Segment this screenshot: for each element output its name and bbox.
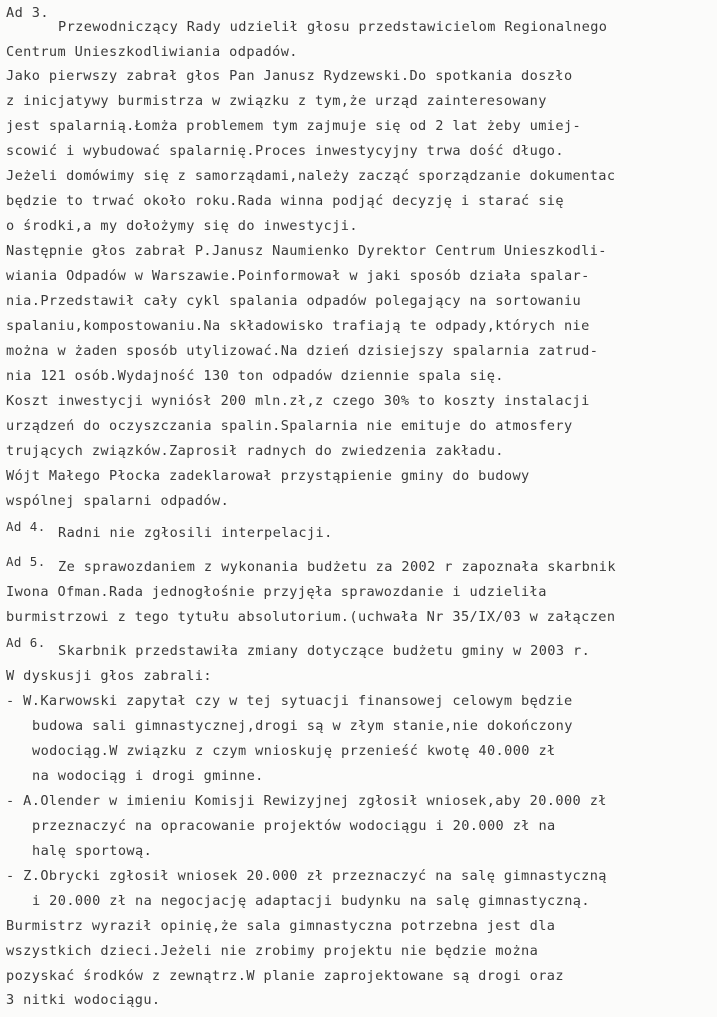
section-heading-ad-4: Ad 4.	[6, 519, 46, 534]
text-line: i 20.000 zł na negocjację adaptacji budynku na salę gimnastyczną.	[32, 893, 590, 909]
text-line: Przewodniczący Rady udzielił głosu przedstawicielom Regionalnego	[58, 19, 608, 35]
text-line: wszystkich dzieci.Jeżeli nie zrobimy projektu nie będzie można	[6, 943, 539, 959]
text-line: urządzeń do oczyszczania spalin.Spalarnia nie emituje do atmosfery	[6, 418, 573, 434]
text-line: z inicjatywy burmistrza w związku z tym,że urząd zainteresowany	[6, 93, 547, 109]
list-item: - A.Olender w imieniu Komisji Rewizyjnej zgłosił wniosek,aby 20.000 zł	[6, 793, 607, 809]
text-line: wiania Odpadów w Warszawie.Poinformował w jaki sposób działa spalar-	[6, 268, 590, 284]
text-line: Jeżeli domówimy się z samorządami,należy zacząć sporządzanie dokumentac	[6, 168, 616, 184]
text-line: Centrum Unieszkodliwiania odpadów.	[6, 44, 298, 60]
text-line: trujących związków.Zaprosił radnych do zwiedzenia zakładu.	[6, 443, 504, 459]
text-line: jest spalarnią.Łomża problemem tym zajmuje się od 2 lat żeby umiej-	[6, 118, 582, 134]
section-heading-ad-6: Ad 6.	[6, 635, 46, 650]
text-line: można w żaden sposób utylizować.Na dzień dzisiejszy spalarnia zatrud-	[6, 343, 599, 359]
list-item: - W.Karwowski zapytał czy w tej sytuacji finansowej celowym będzie	[6, 693, 573, 709]
text-line: halę sportową.	[32, 843, 153, 859]
section-heading-ad-3: Ad 3.	[6, 5, 49, 21]
text-line: Wójt Małego Płocka zadeklarował przystąpienie gminy do budowy	[6, 468, 530, 484]
text-line: Jako pierwszy zabrał głos Pan Janusz Rydzewski.Do spotkania doszło	[6, 68, 573, 84]
text-line: Iwona Ofman.Rada jednogłośnie przyjęła sprawozdanie i udzieliła	[6, 584, 547, 600]
text-line: Burmistrz wyraził opinię,że sala gimnastyczna potrzebna jest dla	[6, 918, 556, 934]
list-item: - Z.Obrycki zgłosił wniosek 20.000 zł przeznaczyć na salę gimnastyczną	[6, 868, 607, 884]
text-line: będzie to trwać około roku.Rada winna podjąć decyzję i starać się	[6, 193, 564, 209]
text-line: Koszt inwestycji wyniósł 200 mln.zł,z czego 30% to koszty instalacji	[6, 393, 590, 409]
text-line: Następnie głos zabrał P.Janusz Naumienko Dyrektor Centrum Unieszkodli-	[6, 243, 607, 259]
text-line: budowa sali gimnastycznej,drogi są w złym stanie,nie dokończony	[32, 718, 573, 734]
text-line: o środki,a my dołożymy się do inwestycji.	[6, 218, 358, 234]
text-line: Skarbnik przedstawiła zmiany dotyczące budżetu gminy w 2003 r.	[58, 643, 591, 659]
text-line: przeznaczyć na opracowanie projektów wodociągu i 20.000 zł na	[32, 818, 556, 834]
text-line: pozyskać środków z zewnątrz.W planie zaprojektowane są drogi oraz	[6, 968, 564, 984]
text-line: nia 121 osób.Wydajność 130 ton odpadów dziennie spala się.	[6, 368, 504, 384]
text-line: W dyskusji głos zabrali:	[6, 668, 213, 684]
text-line: na wodociąg i drogi gminne.	[32, 768, 264, 784]
text-line: scowić i wybudować spalarnię.Proces inwestycyjny trwa dość długo.	[6, 143, 564, 159]
text-line: burmistrzowi z tego tytułu absolutorium.(uchwała Nr 35/IX/03 w załączen	[6, 609, 616, 625]
text-line: Ze sprawozdaniem z wykonania budżetu za 2002 r zapoznała skarbnik	[58, 559, 616, 575]
section-heading-ad-5: Ad 5.	[6, 554, 46, 569]
text-line: nia.Przedstawił cały cykl spalania odpadów polegający na sortowaniu	[6, 293, 582, 309]
text-line: spalaniu,kompostowaniu.Na składowisko trafiają te odpady,których nie	[6, 318, 590, 334]
text-line: 3 nitki wodociągu.	[6, 992, 161, 1008]
text-line: wspólnej spalarni odpadów.	[6, 493, 230, 509]
text-line: Radni nie zgłosili interpelacji.	[58, 525, 333, 541]
text-line: wodociąg.W związku z czym wnioskuję przenieść kwotę 40.000 zł	[32, 743, 556, 759]
